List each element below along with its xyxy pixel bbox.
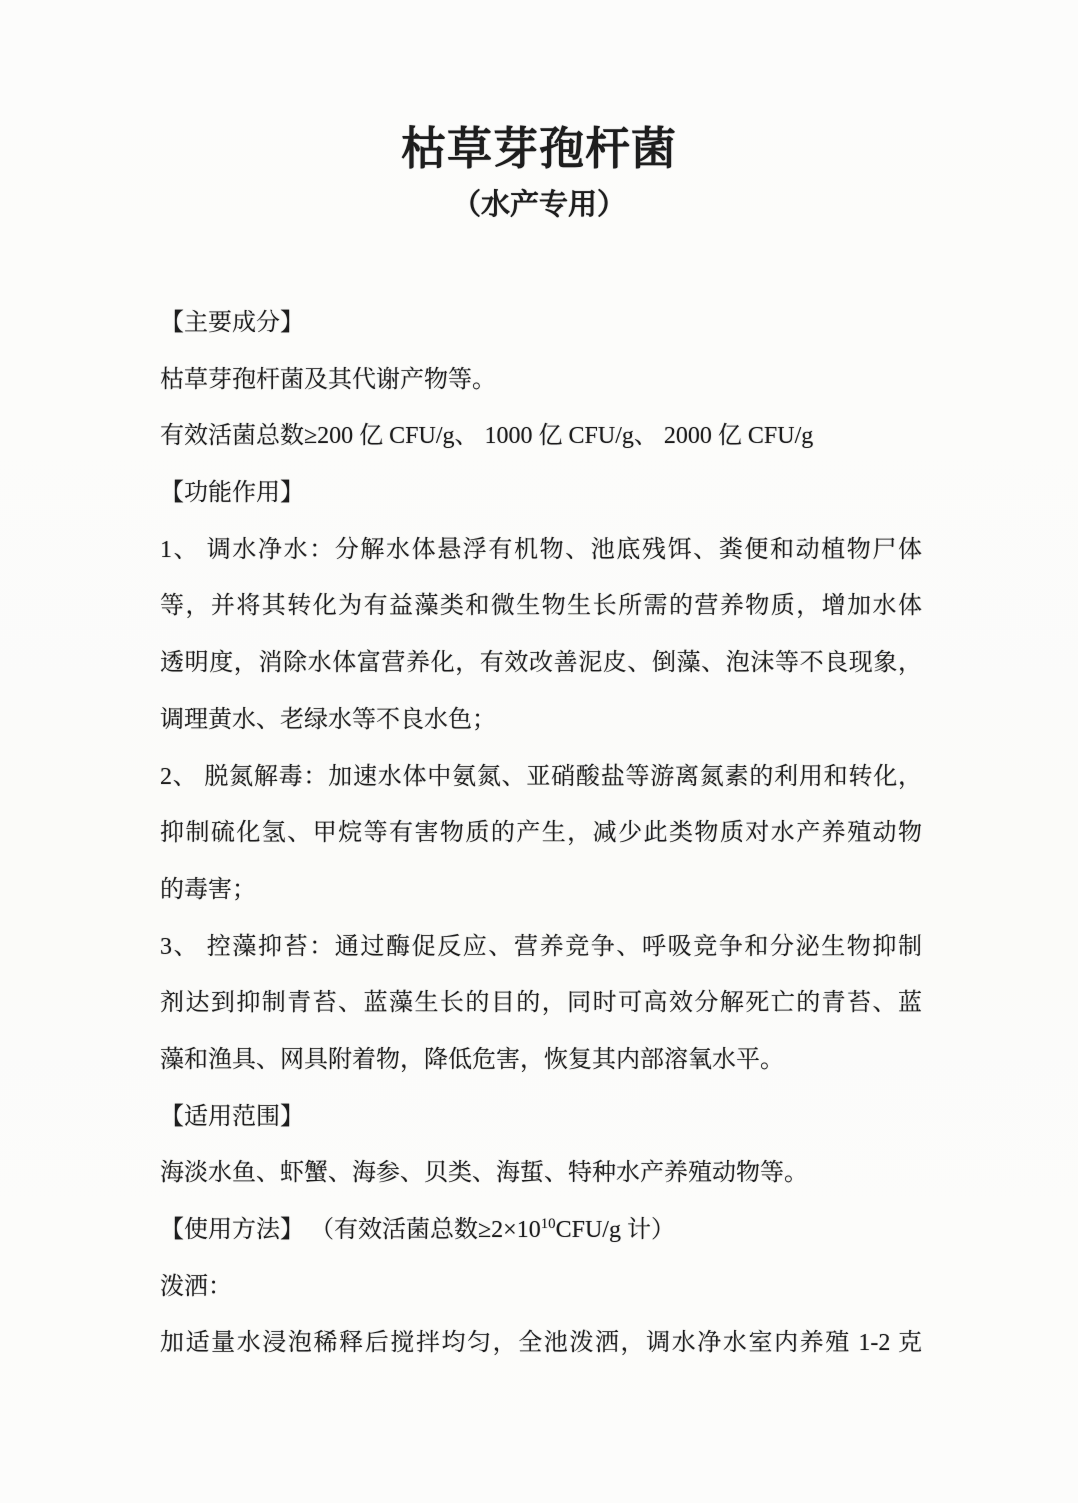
section-heading-scope: 【适用范围】 [160,1103,304,1130]
section-heading-functions: 【功能作用】 [160,480,304,507]
list-item-2-line: 2、 脱氮解毒：加速水体中氨氮、亚硝酸盐等游离氮素的利用和转化， [160,763,922,790]
list-item-1-line: 1、 调水净水：分解水体悬浮有机物、池底残饵、粪便和动植物尸体 [160,536,922,563]
list-item-1-line: 透明度，消除水体富营养化，有效改善泥皮、倒藻、泡沫等不良现象， [160,650,922,677]
superscript-exponent: 10 [540,1216,556,1232]
body-line: 有效活菌总数≥200 亿 CFU/g、 1000 亿 CFU/g、 2000 亿 CFU/g [160,423,814,450]
text-segment: 【使用方法】 （有效活菌总数≥2×10 [160,1217,541,1243]
page-subtitle: （水产专用） [451,189,626,221]
list-item-1-line: 调理黄水、老绿水等不良水色； [160,706,496,733]
section-heading-usage [160,1202,922,1259]
list-item-1-line: 等，并将其转化为有益藻类和微生物生长所需的营养物质，增加水体 [160,593,922,620]
list-item-3-line: 剂达到抑制青苔、蓝藻生长的目的，同时可高效分解死亡的青苔、蓝 [160,990,922,1017]
body-line: 海淡水鱼、虾蟹、海参、贝类、海蜇、特种水产养殖动物等。 [160,1160,808,1187]
text-segment: CFU/g 计） [555,1217,675,1243]
body-line: 加适量水浸泡稀释后搅拌均匀，全池泼洒，调水净水室内养殖 1-2 克 [160,1330,922,1357]
document-body [160,295,922,1372]
body-line: 泼洒： [160,1273,232,1300]
list-item-3-line: 藻和渔具、网具附着物，降低危害，恢复其内部溶氧水平。 [160,1046,784,1073]
list-item-2-line: 抑制硫化氢、甲烷等有害物质的产生，减少此类物质对水产养殖动物 [160,820,922,847]
page-title: 枯草芽孢杆菌 [400,124,677,174]
section-heading-main-ingredients: 【主要成分】 [160,310,304,336]
list-item-3-line: 3、 控藻抑苔：通过酶促反应、营养竞争、呼吸竞争和分泌生物抑制 [160,933,922,960]
list-item-2-line: 的毒害； [160,876,256,903]
body-line: 枯草芽孢杆菌及其代谢产物等。 [160,366,496,393]
